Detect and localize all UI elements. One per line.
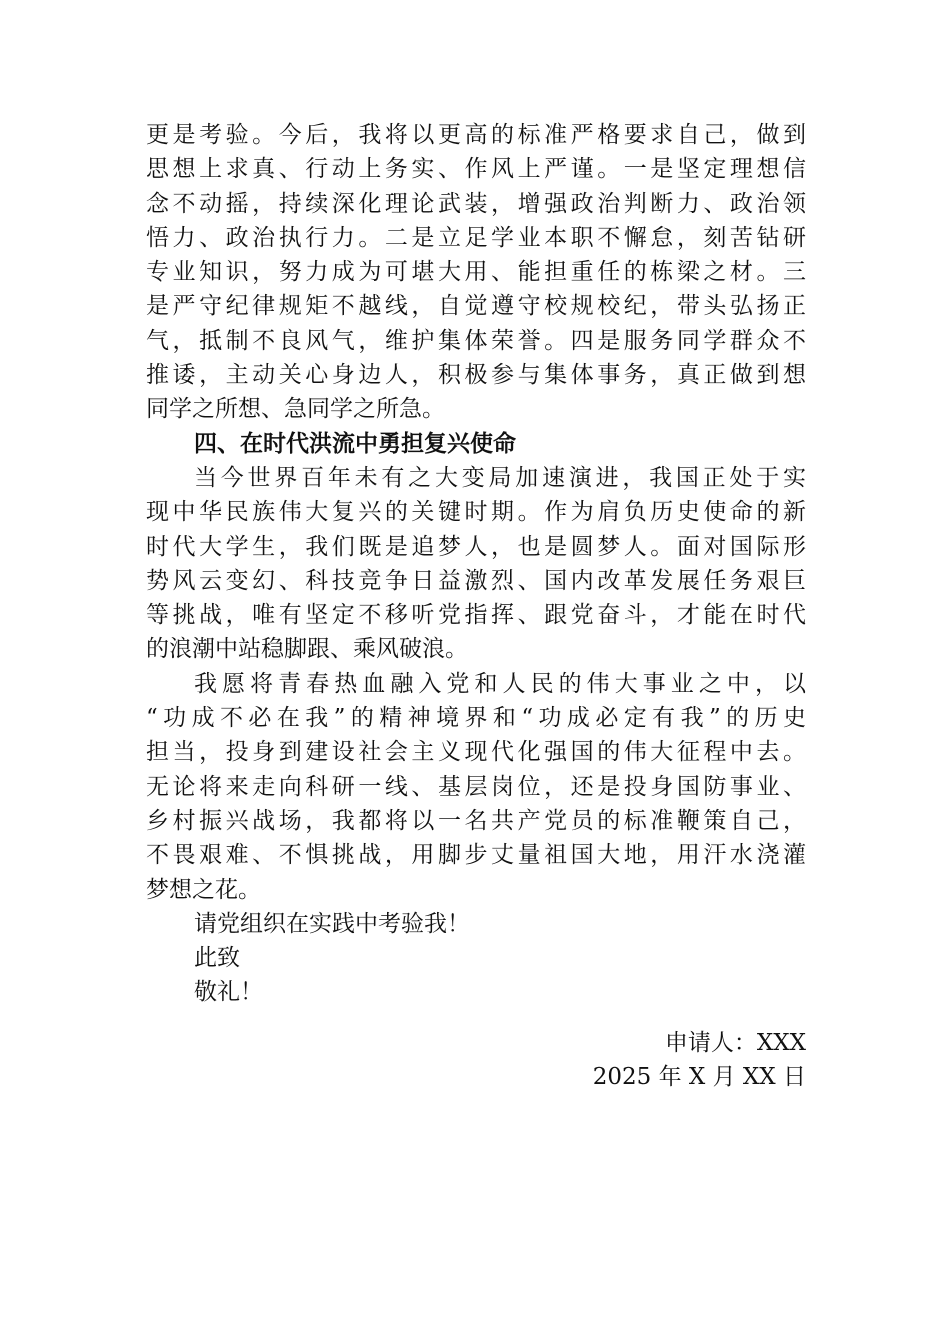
section-heading: 四、在时代洪流中勇担复兴使命: [194, 430, 516, 457]
applicant-name: 申请人：XXX: [664, 1029, 806, 1056]
text-line: 担当，投身到建设社会主义现代化强国的伟大征程中去。: [146, 739, 806, 766]
text-line: 推诿，主动关心身边人，积极参与集体事务，真正做到想: [146, 362, 806, 389]
closing-respect: 敬礼！: [194, 979, 263, 1006]
application-date: 2025 年 X 月 XX 日: [592, 1064, 806, 1091]
paragraph-era: [146, 461, 806, 667]
text-line: 势风云变幻、科技竞争日益激烈、国内改革发展任务艰巨: [146, 567, 806, 594]
text-line: 等挑战，唯有坚定不移听党指挥、跟党奋斗，才能在时代: [146, 602, 806, 629]
paragraph-aspiration: [146, 667, 806, 907]
text-line: 思想上求真、行动上务实、作风上严谨。一是坚定理想信: [146, 156, 806, 183]
text-line: 无论将来走向科研一线、基层岗位，还是投身国防事业、: [146, 773, 806, 800]
text-line: 我愿将青春热血融入党和人民的伟大事业之中，以: [194, 670, 806, 697]
text-line: 念不动摇，持续深化理论武装，增强政治判断力、政治领: [146, 190, 806, 217]
text-line: 时代大学生，我们既是追梦人，也是圆梦人。面对国际形: [146, 533, 806, 560]
letter-body: [146, 118, 806, 1094]
closing-salute: 此致: [194, 945, 240, 972]
text-line: 更是考验。今后，我将以更高的标准严格要求自己，做到: [146, 122, 806, 148]
text-line: 乡村振兴战场，我都将以一名共产党员的标准鞭策自己，: [146, 807, 806, 834]
text-line: 悟力、政治执行力。二是立足学业本职不懈怠，刻苦钻研: [146, 224, 806, 251]
text-line: 气，抵制不良风气，维护集体荣誉。四是服务同学群众不: [146, 327, 806, 354]
text-line: 当今世界百年未有之大变局加速演进，我国正处于实: [194, 464, 806, 491]
text-line: 是严守纪律规矩不越线，自觉遵守校规校纪，带头弘扬正: [146, 293, 806, 320]
text-line: 同学之所想、急同学之所急。: [146, 396, 445, 423]
text-line: 梦想之花。: [146, 876, 261, 903]
signature-block: [146, 1026, 806, 1095]
text-line: 现中华民族伟大复兴的关键时期。作为肩负历史使命的新: [146, 499, 806, 526]
text-line: 不畏艰难、不惧挑战，用脚步丈量祖国大地，用汗水浇灌: [146, 842, 806, 869]
text-line: 专业知识，努力成为可堪大用、能担重任的栋梁之材。三: [146, 259, 806, 286]
paragraph-commitment: [146, 118, 806, 427]
text-line: 的浪潮中站稳脚跟、乘风破浪。: [146, 636, 468, 663]
closing-request: 请党组织在实践中考验我！: [194, 910, 470, 937]
text-line: “功成不必在我”的精神境界和“功成必定有我”的历史: [146, 705, 806, 732]
